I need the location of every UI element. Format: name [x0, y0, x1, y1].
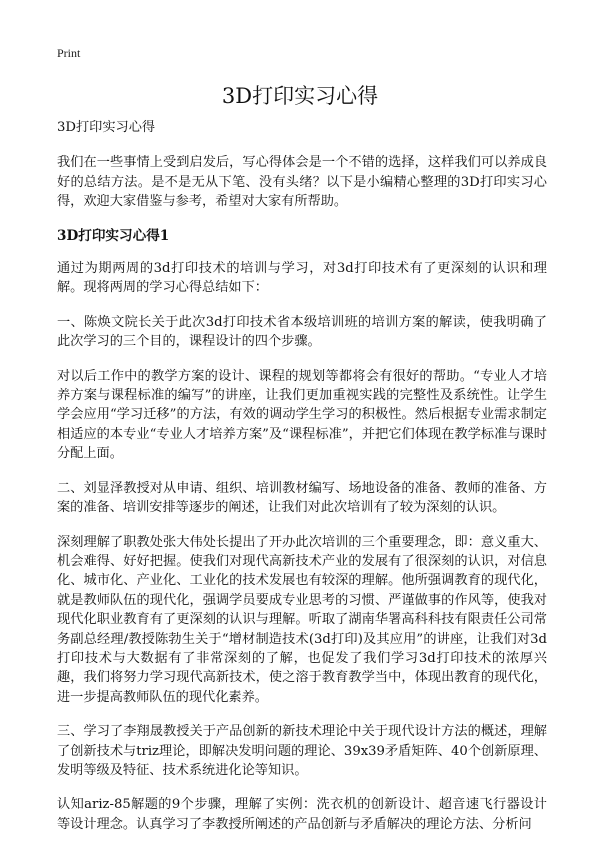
page-title: 3D打印实习心得: [221, 84, 379, 108]
paragraph-5: 深刻理解了职教处张大伟处长提出了开办此次培训的三个重要理念，即：意义重大、机会难得、好好把握。使我们对现代高新技术产业的发展有了很深刻的认识，对信息化、城市化、产业化、工业化的技术发展也有较深的理解。他所强调教育的现代化，就是教师队伍的现代化，强调学员要成专业思考的习惯、严谨做事的作风等，使我对现代化职业教育有了更深刻的认识与理解。听取了湖南华署高科科技有限责任公司常务副总经理/教授陈勃生关于“增材制造技术(3d打印)及其应用”的讲座，让我们对3d打印技术与大数据有了非常深刻的了解，也促发了我们学习3d打印技术的浓厚兴趣，我们将努力学习现代高新技术，使之溶于教育教学当中，体现出教育的现代化，进一步提高教师队伍的现代化素养。: [57, 534, 547, 705]
paragraph-1: 通过为期两周的3d打印技术的培训与学习，对3d打印技术有了更深刻的认识和理解。现将两周的学习心得总结如下：: [57, 261, 547, 296]
paragraph-6: 三、学习了李翔晟教授关于产品创新的新技术理论中关于现代设计方法的概述，理解了创新技术与triz理论，即解决发明问题的理论、39x39矛盾矩阵、40个创新原理、发明等级及特征、技术系统进化论等知识。: [57, 724, 547, 778]
paragraph-4: 二、刘显泽教授对从申请、组织、培训教材编写、场地设备的准备、教师的准备、方案的准备、培训安排等逐步的阐述，让我们对此次培训有了较为深刻的认识。: [57, 480, 547, 516]
intro-paragraph: 我们在一些事情上受到启发后，写心得体会是一个不错的选择，这样我们可以养成良好的总结方法。是不是无从下笔、没有头绪？以下是小编精心整理的3D打印实习心得，欢迎大家借鉴与参考，希望对大家有所帮助。: [57, 155, 547, 210]
paragraph-3: 对以后工作中的教学方案的设计、课程的规划等都将会有很好的帮助。“专业人才培养方案与课程标准的编写”的讲座，让我们更加重视实践的完整性及系统性。让学生学会应用“学习迁移”的方法，有效的调动学生学习的积极性。然后根据专业需求制定相适应的本专业“专业人才培养方案”及“课程标准”，并把它们体现在教学标准与课时分配上面。: [57, 368, 547, 462]
document-subtitle: 3D打印实习心得: [57, 120, 156, 135]
document-body: [57, 118, 547, 849]
section-heading: 3D打印实习心得1: [57, 227, 170, 244]
paragraph-7: 认知ariz-85解题的9个步骤，理解了实例：洗衣机的创新设计、超音速飞行器设计等设计理念。认真学习了李教授所阐述的产品创新与矛盾解决的理论方法、分析问: [57, 797, 547, 832]
print-link[interactable]: Print: [57, 46, 81, 60]
paragraph-2: 一、陈焕文院长关于此次3d打印技术省本级培训班的培训方案的解读，使我明确了此次学习的三个目的，课程设计的四个步骤。: [57, 314, 547, 350]
